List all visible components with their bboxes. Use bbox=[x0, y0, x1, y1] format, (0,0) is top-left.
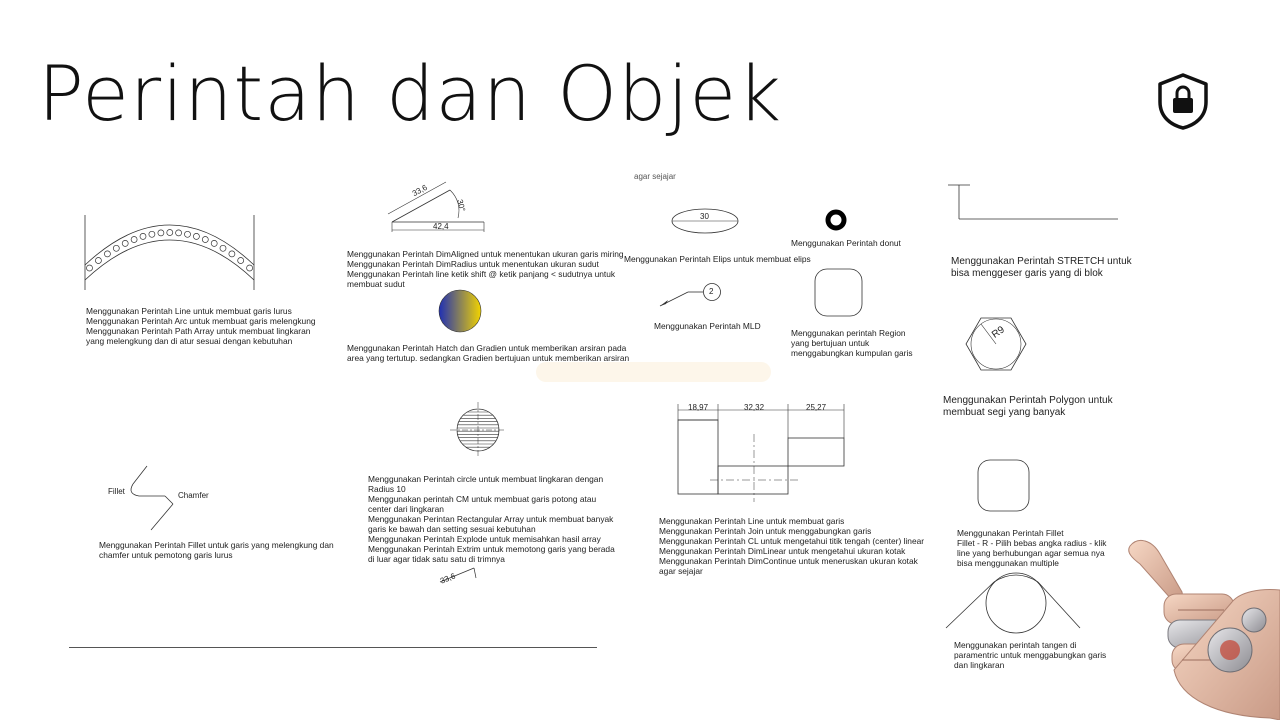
mld-balloon-label: 2 bbox=[709, 287, 714, 296]
caption-hatch: Menggunakan Perintah Hatch dan Gradien untuk memberikan arsiran pada area yang tertutup. sedangkan Gradien bertujuan untuk memberikan arsiran bbox=[347, 343, 630, 363]
array-circle bbox=[87, 265, 93, 271]
donut-drawing bbox=[824, 208, 848, 232]
cut-dim-label: 33,6 bbox=[438, 571, 457, 586]
array-circle bbox=[193, 233, 199, 239]
mld-drawing bbox=[656, 282, 726, 310]
polygon-radius-label: R9 bbox=[990, 324, 1007, 341]
divider-line bbox=[69, 647, 597, 648]
caption-fillet-chamfer: Menggunakan Perintah Fillet untuk garis yang melengkung dan chamfer untuk pemotong garis lurus bbox=[99, 540, 334, 560]
caption-donut: Menggunakan Perintah donut bbox=[791, 238, 901, 248]
chamfer-label: Chamfer bbox=[178, 491, 209, 500]
array-circle bbox=[176, 230, 182, 236]
caption-line-arc: Menggunakan Perintah Line untuk membuat garis lurus Menggunakan Perintah Arc untuk membuat garis melengkung Menggunakan Perintah Path Array untuk membuat lingkaran yang melengkung dan di atur sesuai dengan kebutuhan bbox=[86, 306, 316, 346]
join-dimension-drawing bbox=[672, 398, 850, 502]
dim-a-label: 18,97 bbox=[688, 403, 709, 412]
array-circle bbox=[220, 245, 226, 251]
gradient-circle-drawing bbox=[438, 289, 482, 333]
caption-mld: Menggunakan Perintah MLD bbox=[654, 321, 761, 331]
region-drawing bbox=[814, 268, 864, 318]
stretch-drawing bbox=[948, 183, 1120, 223]
ellipse-dim-label: 30 bbox=[700, 212, 709, 221]
slide-title: Perintah dan Objek bbox=[38, 49, 783, 138]
array-circle bbox=[158, 230, 164, 236]
array-circle bbox=[185, 231, 191, 237]
array-circle bbox=[238, 258, 244, 264]
array-circle bbox=[247, 265, 253, 271]
array-circle bbox=[140, 233, 146, 239]
array-circle bbox=[122, 240, 128, 246]
caption-stretch: Menggunakan Perintah STRETCH untuk bisa menggeser garis yang di blok bbox=[951, 256, 1132, 279]
caption-polygon: Menggunakan Perintah Polygon untuk membuat segi yang banyak bbox=[943, 395, 1113, 418]
fillet-chamfer-drawing bbox=[125, 464, 185, 532]
caption-circle: Menggunakan Perintah circle untuk membuat lingkaran dengan Radius 10 Menggunakan perintah CM untuk membuat garis potong atau center dari lingkaran Menggunakan Perintan Rectangular Array untuk membuat banyak garis ke bawah dan setting sesuai kebutuhan Menggunakan Perintah Explode untuk memisahkan hasil array Menggunakan Perintah Extrim untuk memotong garis yang berada di luar agar tidak satu satu di trimnya bbox=[368, 474, 615, 564]
polygon-drawing bbox=[965, 316, 1027, 372]
tangent-drawing bbox=[944, 572, 1084, 634]
caption-fillet: Menggunakan Perintah Fillet Fillet - R - Pilih bebas angka radius - klik line yang berhubungan agar semua nya bisa menggunakan multiple bbox=[957, 528, 1107, 568]
fillet-square-drawing bbox=[977, 459, 1031, 513]
dim-b-label: 32,32 bbox=[744, 403, 765, 412]
dim-aligned-label: 33,6 bbox=[410, 182, 429, 199]
cut-top-label: agar sejajar bbox=[634, 172, 676, 181]
caption-region: Menggunakan perintah Region yang bertujuan untuk menggabungkan kumpulan garis bbox=[791, 328, 913, 358]
fillet-label: Fillet bbox=[108, 487, 125, 496]
robot-hand-illustration bbox=[1120, 530, 1280, 720]
caption-join: Menggunakan Perintah Line untuk membuat garis Menggunakan Perintah Join untuk menggabungkan garis Menggunakan Perintah CL untuk mengetahui titik tengah (center) linear Menggunakan Perintah DimLinear untuk mengetahui ukuran kotak Menggunakan Perintah DimContinue untuk meneruskan ukuran kotak agar sejajar bbox=[659, 516, 925, 576]
caption-dim: Menggunakan Perintah DimAligned untuk menentukan ukuran garis miring Menggunakan Perintah DimRadius untuk menentukan ukuran sudut Menggunakan Perintah line ketik shift @ ketik panjang < sudutnya untuk membuat sudut bbox=[347, 249, 624, 289]
arc-path-array-drawing bbox=[80, 210, 260, 295]
array-circle bbox=[131, 237, 137, 243]
array-circle bbox=[202, 237, 208, 243]
faint-background-shape bbox=[536, 362, 771, 382]
caption-ellipse: Menggunakan Perintah Elips untuk membuat elips bbox=[624, 254, 811, 264]
array-circle bbox=[104, 251, 110, 257]
shield-lock-icon bbox=[1156, 72, 1210, 130]
array-circle bbox=[95, 258, 101, 264]
dim-angle-label: 30° bbox=[455, 198, 467, 213]
array-circle bbox=[229, 251, 235, 257]
circle-hatch-drawing bbox=[450, 402, 506, 458]
array-circle bbox=[167, 230, 173, 236]
caption-tangent: Menggunakan perintah tangen di paramentric untuk menggabungkan garis dan lingkaran bbox=[954, 640, 1107, 670]
dim-linear-label: 42,4 bbox=[433, 222, 449, 231]
array-circle bbox=[113, 245, 119, 251]
dim-c-label: 25,27 bbox=[806, 403, 827, 412]
array-circle bbox=[211, 240, 217, 246]
array-circle bbox=[149, 231, 155, 237]
